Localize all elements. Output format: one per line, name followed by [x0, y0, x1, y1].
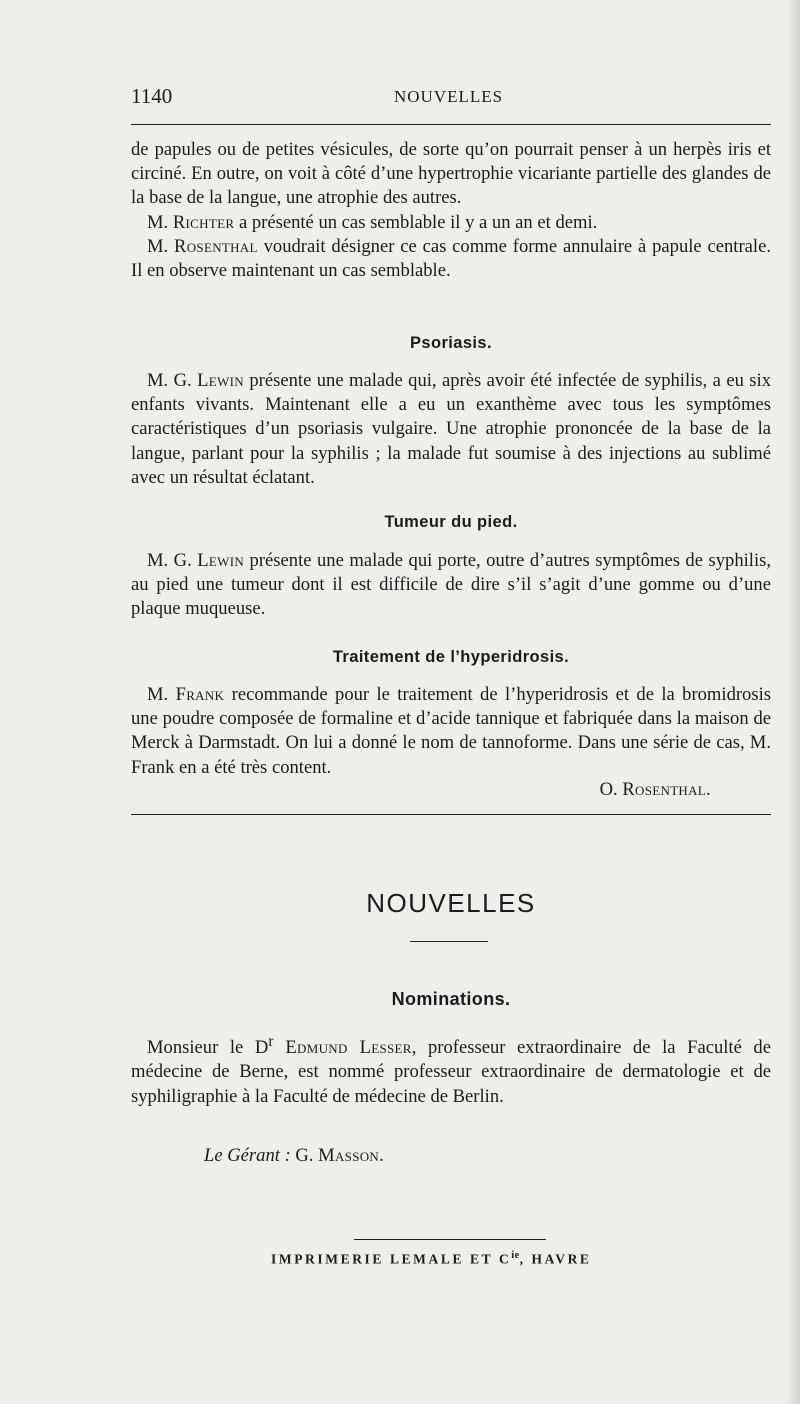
signature-initial: O. — [599, 779, 623, 800]
paragraph-text: présente une malade qui, après avoir été infectée de syphilis, a eu six enfants vivants. Maintenant elle a eu un exanthème avec tous les symptômes caractéristiques d’un psoriasis vulgaire. Une atrophie prononcée de la base de la langue, parlant pour la syphilis ; la malade fut soumise à des injections au sublimé avec un résultat éclatant. — [131, 370, 772, 488]
nominations-text — [131, 1030, 771, 1109]
gerant-prefix: G. — [290, 1145, 319, 1166]
traitement-text — [131, 683, 771, 780]
page-edge-shadow — [786, 0, 800, 1404]
paragraph — [131, 549, 771, 622]
section-title: Nominations. — [391, 989, 511, 1009]
section-rule — [131, 814, 771, 815]
name-prefix: Monsieur le D — [147, 1037, 269, 1059]
paragraph — [131, 235, 771, 283]
paragraph-text: , professeur extraordinaire de la Faculté de médecine de Berne, est nommé professeur extraordinaire de dermatologie et de syphiligraphie à la Faculté de médecine de Berlin. — [131, 1037, 771, 1107]
imprint-superscript: ie — [511, 1250, 520, 1261]
m-prefix: M. — [147, 235, 175, 257]
page-number: 1140 — [131, 84, 173, 108]
gerant-name: Masson. — [318, 1145, 385, 1166]
paragraph: de papules ou de petites vésicules, de sorte qu’on pourrait penser à un herpès iris et circiné. En outre, on voit à côté d’une hypertrophie vicariante partielle des glandes de la base de la langue, une atrophie des autres. — [131, 139, 771, 209]
name-prefix: M. G. — [147, 370, 198, 391]
gerant-label: Le Gérant : — [204, 1145, 291, 1166]
paragraph — [131, 683, 771, 780]
imprint — [271, 1250, 592, 1268]
m-prefix: M. — [147, 211, 173, 233]
author-name: Frank — [175, 684, 225, 705]
paragraph-text: a présenté un cas semblable il y a un an et demi. — [234, 211, 598, 233]
imprint-text: IMPRIMERIE LEMALE ET C — [271, 1251, 512, 1267]
name-prefix: M. — [147, 684, 176, 705]
paragraph-text: présente une malade qui porte, outre d’autres symptômes de syphilis, au pied une tumeur dont il est difficile de dire s’il s’agit d’une gomme ou d’une plaque muqueuse. — [131, 550, 771, 620]
section-title: Psoriasis. — [410, 334, 492, 352]
psoriasis-text — [131, 369, 771, 490]
section-heading-nominations — [131, 989, 771, 1010]
section-heading-tumeur — [131, 513, 771, 532]
paragraph-text: voudrait désigner ce cas comme forme annulaire à papule centrale. Il en observe maintenant un cas semblable. — [131, 235, 771, 282]
imprint-rule — [354, 1239, 546, 1240]
page-header — [131, 84, 767, 114]
author-name: Richter — [172, 211, 235, 233]
name-prefix: M. G. — [147, 550, 198, 571]
paragraph — [131, 1030, 771, 1109]
running-head: NOUVELLES — [394, 87, 504, 106]
section-heading-psoriasis — [131, 334, 771, 353]
paragraph — [131, 211, 771, 235]
title-underline — [410, 941, 488, 942]
tumeur-text — [131, 549, 771, 622]
intro-text — [131, 138, 771, 283]
section-title: Tumeur du pied. — [384, 513, 518, 531]
author-name: Rosenthal — [174, 235, 258, 257]
header-rule — [131, 124, 771, 125]
section-title: Traitement de l’hyperidrosis. — [332, 648, 570, 666]
paragraph — [131, 369, 771, 490]
imprint-suffix: , HAVRE — [519, 1251, 592, 1267]
nouvelles-title: NOUVELLES — [366, 888, 536, 918]
signature — [131, 779, 711, 801]
paragraph-text: recommande pour le traitement de l’hyperidrosis et de la bromidrosis une poudre composée de formaline et d’acide tannique et fabriquée dans la maison de Merck à Darmstadt. On lui a donné le nom de tannoforme. Dans une série de cas, M. Frank en a été très content. — [131, 684, 771, 778]
signature-name: Rosenthal. — [622, 779, 711, 800]
author-name: Edmund Lesser — [273, 1037, 412, 1059]
author-name: Lewin — [197, 550, 245, 571]
author-name: Lewin — [197, 370, 244, 391]
superscript: r — [268, 1033, 274, 1050]
gerant-line — [204, 1145, 384, 1167]
section-heading-traitement — [131, 648, 771, 667]
